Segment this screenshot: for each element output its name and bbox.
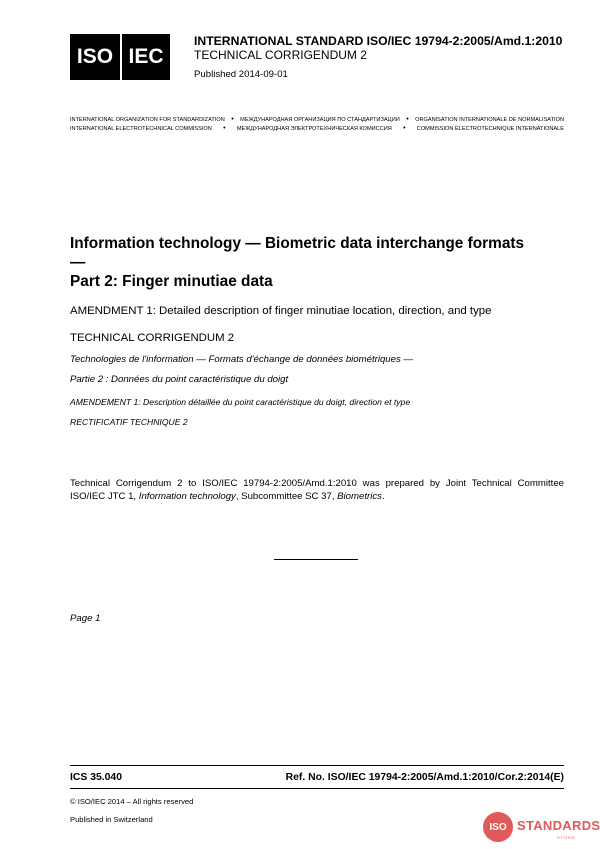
store-iso-badge: ISO	[483, 812, 513, 842]
org-iso-ru: МЕЖДУНАРОДНАЯ ОРГАНИЗАЦИЯ ПО СТАНДАРТИЗАЦИИ	[240, 117, 400, 123]
published-in: Published in Switzerland	[70, 815, 153, 824]
amendment-title: AMENDMENT 1: Detailed description of finger minutiae location, direction, and type	[70, 305, 492, 317]
iso-logo-text: ISO	[70, 34, 120, 80]
ics-code: ICS 35.040	[70, 772, 122, 783]
preparation-paragraph	[70, 477, 564, 503]
org-row-2	[70, 126, 564, 132]
bullet: •	[223, 125, 226, 132]
para-text-3: .	[381, 491, 385, 502]
footer-bottom-rule	[70, 788, 564, 789]
french-title: Technologies de l'information — Formats d'échange de données biométriques —	[70, 354, 414, 365]
corrigendum-label: TECHNICAL CORRIGENDUM 2	[194, 48, 367, 62]
para-italic-1: Information technology	[138, 491, 236, 502]
para-text-2: , Subcommittee SC 37,	[235, 491, 338, 502]
standard-title: INTERNATIONAL STANDARD ISO/IEC 19794-2:2005/Amd.1:2010	[194, 34, 563, 48]
org-iso-fr: ORGANISATION INTERNATIONALE DE NORMALISATION	[415, 117, 564, 123]
store-small-text: STORE	[557, 835, 576, 840]
org-iec-ru: МЕЖДУНАРОДНАЯ ЭЛЕКТРОТЕХНИЧЕСКАЯ КОМИССИЯ	[236, 126, 392, 132]
footer-top-rule	[70, 765, 564, 766]
org-iso-en: INTERNATIONAL ORGANIZATION FOR STANDARDIZATION	[70, 117, 225, 123]
corrigendum-title: TECHNICAL CORRIGENDUM 2	[70, 332, 235, 344]
org-row-1	[70, 117, 564, 123]
french-amendment-title: AMENDEMENT 1: Description détaillée du point caractéristique du doigt, direction et type	[70, 397, 411, 407]
copyright: © ISO/IEC 2014 – All rights reserved	[70, 797, 194, 806]
para-italic-2: Biometrics	[337, 491, 382, 502]
french-part-title: Partie 2 : Données du point caractéristique du doigt	[70, 374, 289, 385]
para-text-1: Technical Corrigendum 2 to ISO/IEC 19794-2:2005/Amd.1:2010 was prepared by Joint Technical Committee ISO/IEC JTC 1,	[70, 478, 564, 502]
iec-logo-text: IEC	[122, 34, 170, 80]
iso-iec-logo	[70, 34, 170, 80]
document-part-title: Part 2: Finger minutiae data	[70, 273, 273, 290]
org-iec-fr: COMMISSION ÉLECTROTECHNIQUE INTERNATIONALE	[416, 126, 564, 132]
store-standards-text: STANDARDS	[517, 818, 600, 833]
org-iec-en: INTERNATIONAL ELECTROTECHNICAL COMMISSION	[70, 126, 212, 132]
bullet: •	[231, 116, 234, 123]
french-corrigendum-title: RECTIFICATIF TECHNIQUE 2	[70, 417, 188, 427]
document-title: Information technology — Biometric data interchange formats —	[70, 235, 525, 271]
published-date: Published 2014-09-01	[194, 69, 288, 80]
separator-line	[274, 559, 358, 560]
iso-standards-store-watermark	[483, 812, 600, 848]
bullet: •	[406, 116, 409, 123]
page-number: Page 1	[70, 613, 101, 624]
bullet: •	[403, 125, 406, 132]
reference-number: Ref. No. ISO/IEC 19794-2:2005/Amd.1:2010/Cor.2:2014(E)	[285, 772, 564, 783]
